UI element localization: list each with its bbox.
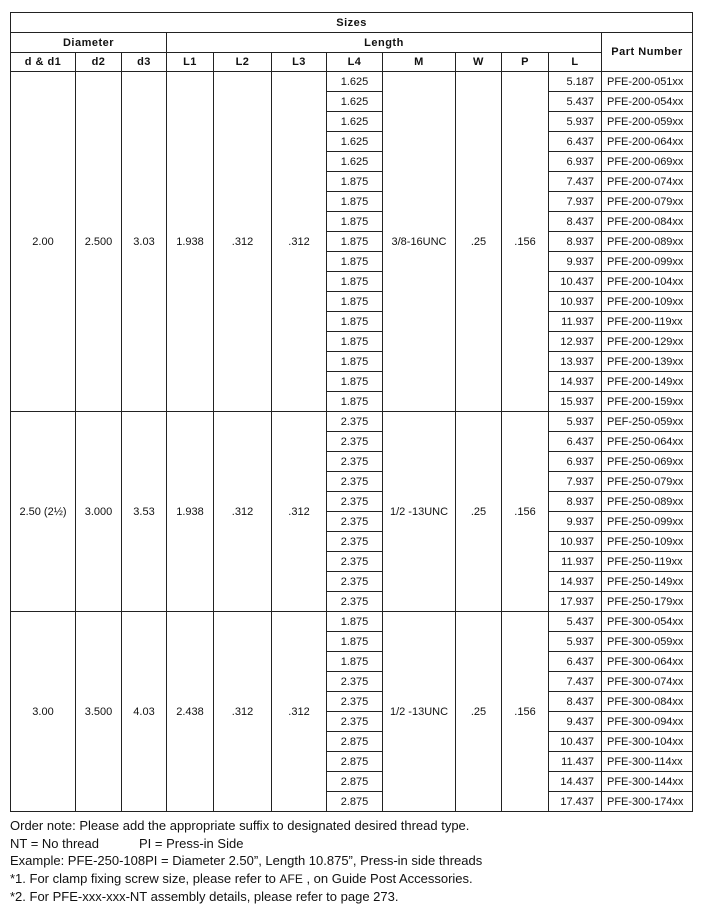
l4-cell: 1.625 (327, 152, 383, 172)
l-cell: 8.437 (549, 212, 602, 232)
nt-legend: NT = No thread (10, 835, 100, 851)
part-number-cell: PFE-200-084xx (602, 212, 693, 232)
l4-cell: 1.625 (327, 132, 383, 152)
l1-cell: 2.438 (167, 612, 214, 812)
l-cell: 6.437 (549, 132, 602, 152)
w-cell: .25 (456, 412, 502, 612)
column-header: P (502, 53, 549, 72)
part-number-cell: PFE-300-074xx (602, 672, 693, 692)
part-number-cell: PFE-250-079xx (602, 472, 693, 492)
l4-cell: 2.375 (327, 592, 383, 612)
l4-cell: 2.875 (327, 772, 383, 792)
l4-cell: 1.875 (327, 352, 383, 372)
l-cell: 10.437 (549, 272, 602, 292)
part-number-cell: PFE-250-069xx (602, 452, 693, 472)
column-header: L1 (167, 53, 214, 72)
example-note: Example: PFE-250-108PI = Diameter 2.50”, Length 10.875”, Press-in side threads (10, 853, 483, 868)
column-header: M (383, 53, 456, 72)
p-cell: .156 (502, 612, 549, 812)
l-cell: 9.437 (549, 712, 602, 732)
l3-cell: .312 (272, 612, 327, 812)
table-body (11, 72, 693, 812)
part-number-header: Part Number (602, 33, 693, 72)
l-cell: 14.437 (549, 772, 602, 792)
footnote-2: *2. For PFE-xxx-xxx-NT assembly details, please refer to page 273. (10, 889, 399, 904)
part-number-cell: PFE-200-074xx (602, 172, 693, 192)
part-number-cell: PFE-200-079xx (602, 192, 693, 212)
l-cell: 7.437 (549, 172, 602, 192)
part-number-cell: PFE-300-174xx (602, 792, 693, 812)
column-header: L2 (214, 53, 272, 72)
l4-cell: 2.375 (327, 512, 383, 532)
l-cell: 8.937 (549, 232, 602, 252)
l4-cell: 1.625 (327, 72, 383, 92)
l4-cell: 2.875 (327, 732, 383, 752)
l-cell: 6.937 (549, 152, 602, 172)
l4-cell: 1.875 (327, 372, 383, 392)
l4-cell: 2.375 (327, 432, 383, 452)
l-cell: 8.937 (549, 492, 602, 512)
column-header: d & d1 (11, 53, 76, 72)
l4-cell: 2.875 (327, 752, 383, 772)
l-cell: 7.937 (549, 192, 602, 212)
l4-cell: 1.625 (327, 112, 383, 132)
l-cell: 10.937 (549, 292, 602, 312)
table-title: Sizes (11, 13, 693, 33)
column-header: W (456, 53, 502, 72)
table-row (11, 72, 693, 92)
d2-cell: 3.000 (76, 412, 122, 612)
part-number-cell: PFE-200-089xx (602, 232, 693, 252)
l4-cell: 2.375 (327, 552, 383, 572)
part-number-cell: PFE-200-159xx (602, 392, 693, 412)
l3-cell: .312 (272, 72, 327, 412)
part-number-cell: PFE-300-084xx (602, 692, 693, 712)
l-cell: 12.937 (549, 332, 602, 352)
part-number-cell: PFE-200-064xx (602, 132, 693, 152)
l-cell: 5.437 (549, 612, 602, 632)
part-number-cell: PFE-200-054xx (602, 92, 693, 112)
part-number-cell: PFE-200-051xx (602, 72, 693, 92)
part-number-cell: PFE-300-114xx (602, 752, 693, 772)
l-cell: 5.937 (549, 632, 602, 652)
l4-cell: 1.875 (327, 232, 383, 252)
diameter-cell: 2.50 (2½) (11, 412, 76, 612)
column-header: d3 (122, 53, 167, 72)
thread-legend (10, 835, 692, 853)
l-cell: 11.437 (549, 752, 602, 772)
part-number-cell: PFE-200-099xx (602, 252, 693, 272)
l4-cell: 2.375 (327, 712, 383, 732)
part-number-cell: PFE-250-179xx (602, 592, 693, 612)
l-cell: 5.937 (549, 412, 602, 432)
l-cell: 7.437 (549, 672, 602, 692)
l4-cell: 2.375 (327, 692, 383, 712)
l-cell: 11.937 (549, 552, 602, 572)
l-cell: 5.937 (549, 112, 602, 132)
w-cell: .25 (456, 72, 502, 412)
l-cell: 6.937 (549, 452, 602, 472)
part-number-cell: PFE-250-109xx (602, 532, 693, 552)
d3-cell: 4.03 (122, 612, 167, 812)
part-number-cell: PFE-250-149xx (602, 572, 693, 592)
afe-code: AFE (279, 871, 303, 886)
l4-cell: 2.375 (327, 672, 383, 692)
thread-m-cell: 1/2 -13UNC (383, 612, 456, 812)
part-number-cell: PFE-200-129xx (602, 332, 693, 352)
part-number-cell: PFE-200-149xx (602, 372, 693, 392)
d2-cell: 2.500 (76, 72, 122, 412)
l4-cell: 2.375 (327, 532, 383, 552)
l3-cell: .312 (272, 412, 327, 612)
l-cell: 10.437 (549, 732, 602, 752)
part-number-cell: PFE-250-119xx (602, 552, 693, 572)
l4-cell: 2.875 (327, 792, 383, 812)
table-row (11, 412, 693, 432)
d3-cell: 3.03 (122, 72, 167, 412)
part-number-cell: PFE-200-109xx (602, 292, 693, 312)
l4-cell: 1.875 (327, 312, 383, 332)
order-note: Order note: Please add the appropriate suffix to designated desired thread type. (10, 818, 470, 833)
part-number-cell: PFE-200-069xx (602, 152, 693, 172)
l1-cell: 1.938 (167, 72, 214, 412)
l2-cell: .312 (214, 412, 272, 612)
part-number-cell: PFE-200-119xx (602, 312, 693, 332)
diameter-group-header: Diameter (11, 33, 167, 53)
l4-cell: 1.875 (327, 612, 383, 632)
footnote-1-prefix: *1. For clamp fixing screw size, please refer to (10, 870, 280, 886)
sizes-table (10, 12, 693, 812)
l4-cell: 1.875 (327, 212, 383, 232)
column-header: L4 (327, 53, 383, 72)
part-number-cell: PEF-250-059xx (602, 412, 693, 432)
part-number-cell: PFE-200-059xx (602, 112, 693, 132)
l1-cell: 1.938 (167, 412, 214, 612)
p-cell: .156 (502, 72, 549, 412)
part-number-cell: PFE-300-059xx (602, 632, 693, 652)
l4-cell: 2.375 (327, 572, 383, 592)
l4-cell: 2.375 (327, 412, 383, 432)
part-number-cell: PFE-300-094xx (602, 712, 693, 732)
thread-m-cell: 3/8-16UNC (383, 72, 456, 412)
l2-cell: .312 (214, 612, 272, 812)
l-cell: 13.937 (549, 352, 602, 372)
l-cell: 7.937 (549, 472, 602, 492)
l-cell: 6.437 (549, 432, 602, 452)
l-cell: 15.937 (549, 392, 602, 412)
l-cell: 17.937 (549, 592, 602, 612)
p-cell: .156 (502, 412, 549, 612)
part-number-cell: PFE-250-064xx (602, 432, 693, 452)
length-group-header: Length (167, 33, 602, 53)
l4-cell: 2.375 (327, 452, 383, 472)
part-number-cell: PFE-250-089xx (602, 492, 693, 512)
l4-cell: 1.875 (327, 272, 383, 292)
part-number-cell: PFE-200-104xx (602, 272, 693, 292)
l4-cell: 1.875 (327, 332, 383, 352)
l4-cell: 1.875 (327, 192, 383, 212)
l-cell: 11.937 (549, 312, 602, 332)
part-number-cell: PFE-300-144xx (602, 772, 693, 792)
l4-cell: 1.875 (327, 632, 383, 652)
part-number-cell: PFE-300-064xx (602, 652, 693, 672)
l-cell: 5.437 (549, 92, 602, 112)
footnote-1 (10, 870, 692, 889)
l-cell: 10.937 (549, 532, 602, 552)
d2-cell: 3.500 (76, 612, 122, 812)
l4-cell: 2.375 (327, 472, 383, 492)
table-row (11, 612, 693, 632)
l-cell: 14.937 (549, 572, 602, 592)
column-header: d2 (76, 53, 122, 72)
l4-cell: 1.625 (327, 92, 383, 112)
w-cell: .25 (456, 612, 502, 812)
diameter-cell: 3.00 (11, 612, 76, 812)
footnote-1-suffix: , on Guide Post Accessories. (302, 870, 473, 886)
pi-legend: PI = Press-in Side (139, 835, 244, 851)
l4-cell: 1.875 (327, 172, 383, 192)
l4-cell: 1.875 (327, 652, 383, 672)
l-cell: 5.187 (549, 72, 602, 92)
part-number-cell: PFE-200-139xx (602, 352, 693, 372)
column-header: L (549, 53, 602, 72)
part-number-cell: PFE-300-104xx (602, 732, 693, 752)
part-number-cell: PFE-250-099xx (602, 512, 693, 532)
thread-m-cell: 1/2 -13UNC (383, 412, 456, 612)
l4-cell: 1.875 (327, 392, 383, 412)
notes-section (10, 817, 692, 906)
diameter-cell: 2.00 (11, 72, 76, 412)
l-cell: 6.437 (549, 652, 602, 672)
d3-cell: 3.53 (122, 412, 167, 612)
l2-cell: .312 (214, 72, 272, 412)
part-number-cell: PFE-300-054xx (602, 612, 693, 632)
l4-cell: 1.875 (327, 292, 383, 312)
l-cell: 9.937 (549, 252, 602, 272)
l-cell: 17.437 (549, 792, 602, 812)
l-cell: 9.937 (549, 512, 602, 532)
column-header: L3 (272, 53, 327, 72)
l-cell: 8.437 (549, 692, 602, 712)
l4-cell: 1.875 (327, 252, 383, 272)
l-cell: 14.937 (549, 372, 602, 392)
l4-cell: 2.375 (327, 492, 383, 512)
